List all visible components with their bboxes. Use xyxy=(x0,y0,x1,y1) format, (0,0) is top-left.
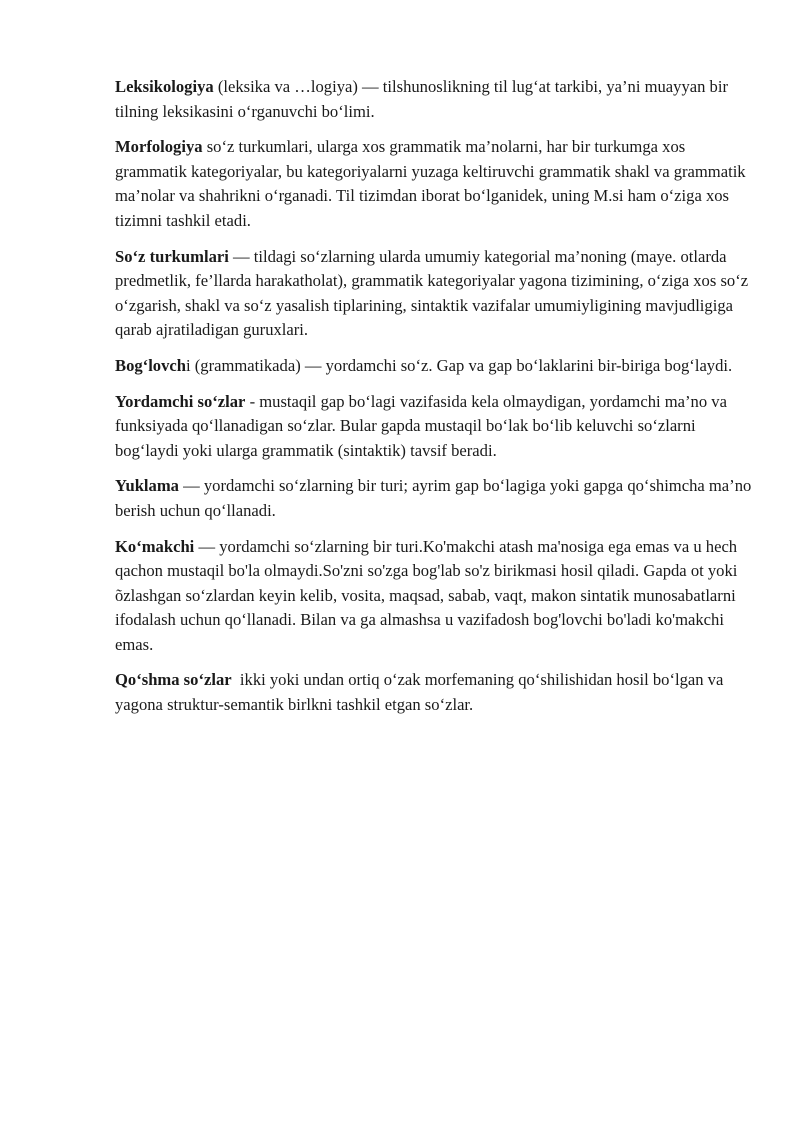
document-body xyxy=(115,75,755,729)
term-qoshma-sozlar: Qo‘shma so‘zlar xyxy=(115,670,232,690)
term-yuklama: Yuklama xyxy=(115,476,179,496)
entry-soz-turkumlari xyxy=(115,245,755,343)
term-yordamchi-sozlar: Yordamchi so‘zlar xyxy=(115,391,246,411)
definition-komakchi: — yordamchi so‘zlarning bir turi.Ko'makchi atash ma'nosiga ega emas va u hech qachon mustaqil bo'la olmaydi.So'zni so'zga bog'lab so'z birikmasi hosil qiladi. Gapda ot yoki õzlashgan so‘zlardan keyin kelib, vosita, maqsad, sabab, vaqt, makon sintatik munosabatlarni ifodalash uchun qo‘llanadi. Bilan va ga almashsa u vazifadosh bog'lovchi bo'ladi ko'makchi emas. xyxy=(115,536,738,654)
entry-leksikologiya xyxy=(115,75,755,124)
term-leksikologiya: Leksikologiya xyxy=(115,77,214,96)
definition-yordamchi-sozlar: - mustaqil gap bo‘lagi vazifasida kela olmaydigan, yordamchi ma’no va funksiyada qo‘llanadigan so‘zlar. Bular gapda mustaqil bo‘lak bo‘lib keluvchi so‘zlarni bog‘laydi yoki ularga grammatik (sintaktik) tavsif beradi. xyxy=(115,391,727,460)
term-soz-turkumlari: So‘z turkumlari xyxy=(115,246,229,266)
definition-morfologiya: so‘z turkumlari, ularga xos grammatik ma’nolarni, har bir turkumga xos grammatik kategoriyalar, bu kategoriyalarni yuzaga keltiruvchi grammatik shakl va grammatik ma’nolar va shahrikni o‘rganadi. Til tizimdan iborat bo‘lganidek, uning M.si ham o‘ziga xos tizimni tashkil etadi. xyxy=(115,137,746,230)
entry-qoshma-sozlar xyxy=(115,668,755,717)
term-morfologiya: Morfologiya xyxy=(115,137,203,157)
definition-soz-turkumlari: — tildagi so‘zlarning ularda umumiy kategorial ma’noning (maye. otlarda predmetlik, fe’llarda harakatholat), grammatik kategoriyalar yagona tizimining, o‘ziga xos so‘z o‘zgarish, shakl va so‘z yasalish tiplarining, sintaktik vazifalar umumiyligining mavjudligiga qarab ajratiladigan guruxlari. xyxy=(115,246,749,340)
entry-komakchi xyxy=(115,535,755,658)
entry-boglovchi xyxy=(115,354,755,379)
definition-boglovchi: i (grammatikada) — yordamchi so‘z. Gap va gap bo‘laklarini bir-biriga bog‘laydi. xyxy=(186,355,733,375)
definition-qoshma-sozlar: ikki yoki undan ortiq o‘zak morfemaning qo‘shilishidan hosil bo‘lgan va yagona struktur-semantik birlkni tashkil etgan so‘zlar. xyxy=(115,670,728,715)
entry-morfologiya xyxy=(115,135,755,233)
definition-leksikologiya: (leksika va …logiya) — tilshunoslikning til lug‘at tarkibi, ya’ni muayyan bir tilning leksikasini o‘rganuvchi bo‘limi. xyxy=(115,77,728,121)
entry-yuklama xyxy=(115,474,755,523)
term-boglovchi: Bog‘lovch xyxy=(115,355,186,375)
entry-yordamchi-sozlar xyxy=(115,390,755,464)
term-komakchi: Ko‘makchi xyxy=(115,536,195,556)
definition-yuklama: — yordamchi so‘zlarning bir turi; ayrim gap bo‘lagiga yoki gapga qo‘shimcha ma’no berish uchun qo‘llanadi. xyxy=(115,476,752,520)
